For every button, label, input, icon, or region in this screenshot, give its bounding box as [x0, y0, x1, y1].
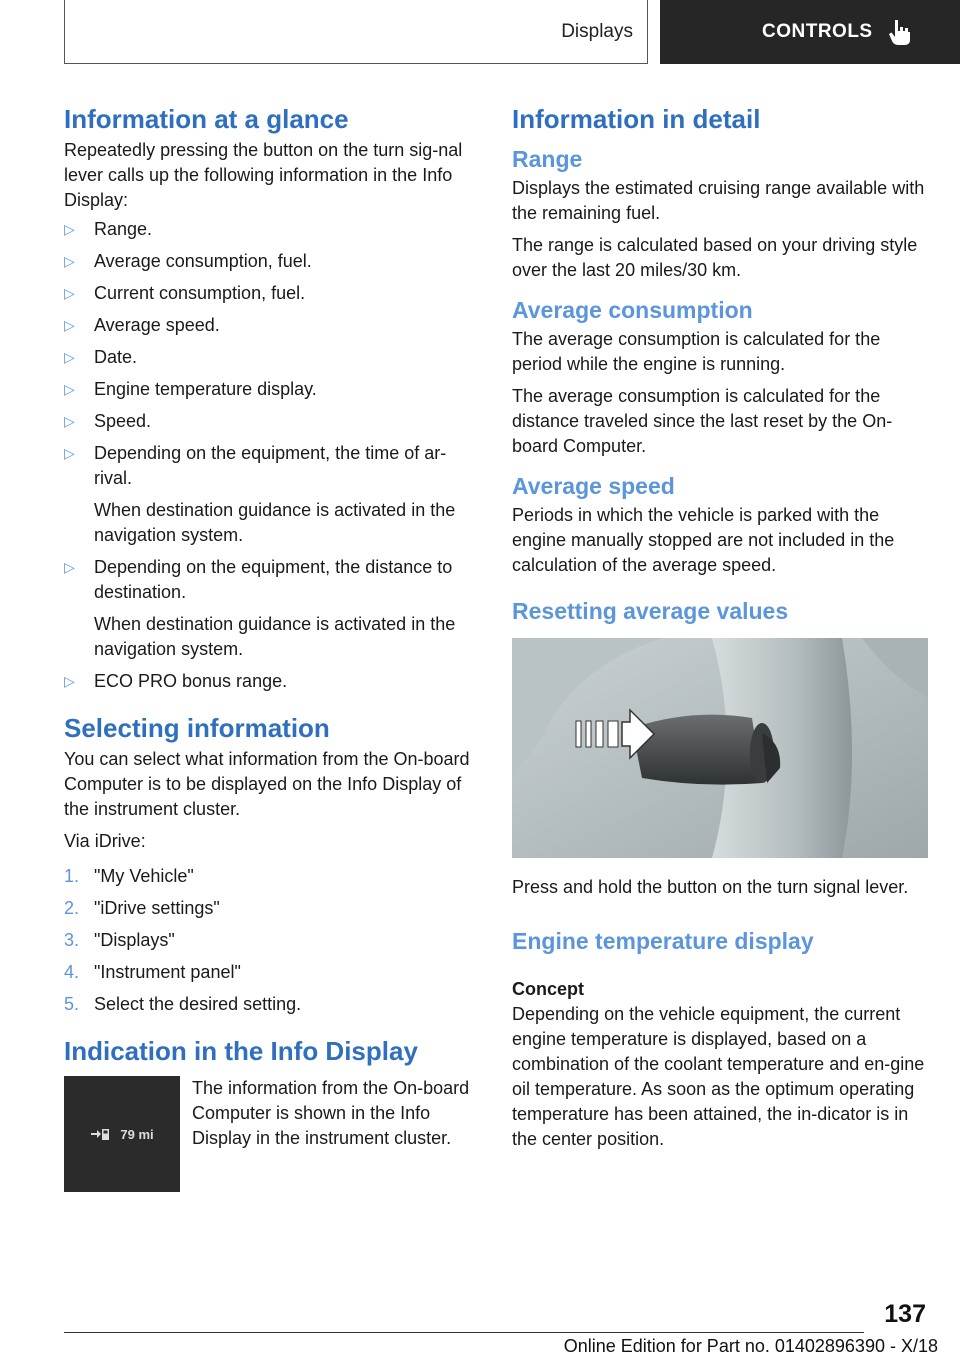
triangle-bullet-icon: ▷: [64, 381, 75, 397]
step-number: 3.: [64, 930, 80, 950]
footer-rule: [64, 1332, 864, 1333]
list-item: [64, 441, 480, 548]
list-item-note: When destination guidance is activated in the navigation system.: [94, 500, 456, 545]
step-item: [64, 896, 480, 921]
info-display-image: [64, 1076, 180, 1192]
concept-heading: Concept: [512, 979, 584, 999]
reset-heading: Resetting average values: [512, 598, 789, 624]
triangle-bullet-icon: ▷: [64, 413, 75, 429]
via-idrive-label: Via iDrive:: [64, 831, 146, 851]
enginetemp-heading: Engine temperature display: [512, 928, 814, 954]
list-item: [64, 217, 480, 242]
range-heading: Range: [512, 146, 583, 172]
fuel-pump-icon: [90, 1127, 112, 1141]
triangle-bullet-icon: ▷: [64, 221, 75, 237]
list-item: [64, 377, 480, 402]
detail-heading: Information in detail: [512, 104, 761, 134]
step-number: 4.: [64, 962, 80, 982]
triangle-bullet-icon: ▷: [64, 317, 75, 333]
triangle-bullet-icon: ▷: [64, 349, 75, 365]
range-paragraph-2: The range is calculated based on your driving style over the last 20 miles/30 km.: [512, 235, 918, 280]
list-item: [64, 409, 480, 434]
header-chapter-tab: [660, 0, 960, 64]
reset-caption: Press and hold the button on the turn signal lever.: [512, 877, 909, 897]
indication-block: [64, 1076, 480, 1192]
page-number: 137: [884, 1300, 926, 1328]
steps-list: [64, 864, 480, 1017]
list-item-text: Depending on the equipment, the distance to destination.: [94, 557, 453, 602]
step-text: "iDrive settings": [94, 898, 220, 918]
step-text: Select the desired setting.: [94, 994, 302, 1014]
turn-signal-lever-photo: [512, 638, 928, 858]
list-item-text: Average consumption, fuel.: [94, 251, 312, 271]
glance-intro: Repeatedly pressing the button on the turn sig-nal lever calls up the following information in the Info Display:: [64, 140, 463, 210]
right-column: [512, 100, 930, 1152]
step-number: 5.: [64, 994, 80, 1014]
list-item-text: Date.: [94, 347, 138, 367]
selecting-intro: You can select what information from the On-board Computer is to be displayed on the Info Display of the instrument cluster.: [64, 749, 470, 819]
step-number: 1.: [64, 866, 80, 886]
list-item: [64, 345, 480, 370]
step-text: "Displays": [94, 930, 175, 950]
triangle-bullet-icon: ▷: [64, 673, 75, 689]
concept-paragraph: Depending on the vehicle equipment, the current engine temperature is displayed, based on a combination of the coolant temperature and en-gine oil temperature. As soon as the optimum operating temperature has been attained, the in-dicator is in the center position.: [512, 1004, 925, 1149]
list-item: [64, 669, 480, 694]
step-text: "Instrument panel": [94, 962, 241, 982]
list-item-text: Average speed.: [94, 315, 220, 335]
footer-edition: Online Edition for Part no. 01402896390 - X/18: [563, 1336, 938, 1356]
glance-heading: Information at a glance: [64, 104, 349, 134]
info-display-range-value: 79 mi: [120, 1126, 154, 1142]
list-item-text: Engine temperature display.: [94, 379, 317, 399]
left-column: [64, 100, 480, 1192]
indication-heading: Indication in the Info Display: [64, 1036, 418, 1066]
list-item-text: Speed.: [94, 411, 152, 431]
step-item: [64, 992, 480, 1017]
step-item: [64, 960, 480, 985]
avgspeed-paragraph: Periods in which the vehicle is parked with the engine manually stopped are not included in the calculation of the average speed.: [512, 505, 895, 575]
indication-text: The information from the On-board Computer is shown in the Info Display in the instrument cluster.: [192, 1078, 470, 1148]
avgcons-heading: Average consumption: [512, 297, 753, 323]
list-item-text: ECO PRO bonus range.: [94, 671, 288, 691]
list-item-note: When destination guidance is activated in the navigation system.: [94, 614, 456, 659]
range-paragraph-1: Displays the estimated cruising range available with the remaining fuel.: [512, 178, 925, 223]
list-item-text: Current consumption, fuel.: [94, 283, 306, 303]
header-chapter-label: CONTROLS: [762, 21, 873, 42]
avgspeed-heading: Average speed: [512, 473, 675, 499]
header-section-tab: [64, 0, 648, 64]
step-item: [64, 928, 480, 953]
list-item: [64, 249, 480, 274]
list-item: [64, 313, 480, 338]
triangle-bullet-icon: ▷: [64, 285, 75, 301]
triangle-bullet-icon: ▷: [64, 253, 75, 269]
step-number: 2.: [64, 898, 80, 918]
triangle-bullet-icon: ▷: [64, 559, 75, 575]
hand-pointer-icon: [887, 18, 913, 46]
list-item-text: Depending on the equipment, the time of ar-rival.: [94, 443, 447, 488]
avgcons-paragraph-1: The average consumption is calculated for the period while the engine is running.: [512, 329, 881, 374]
list-item-text: Range.: [94, 219, 153, 239]
list-item: [64, 281, 480, 306]
triangle-bullet-icon: ▷: [64, 445, 75, 461]
header-section-label: Displays: [561, 20, 633, 42]
list-item: [64, 555, 480, 662]
selecting-heading: Selecting information: [64, 713, 330, 743]
avgcons-paragraph-2: The average consumption is calculated for the distance traveled since the last reset by the On-board Computer.: [512, 386, 893, 456]
step-text: "My Vehicle": [94, 866, 194, 886]
glance-list: [64, 217, 480, 694]
step-item: [64, 864, 480, 889]
